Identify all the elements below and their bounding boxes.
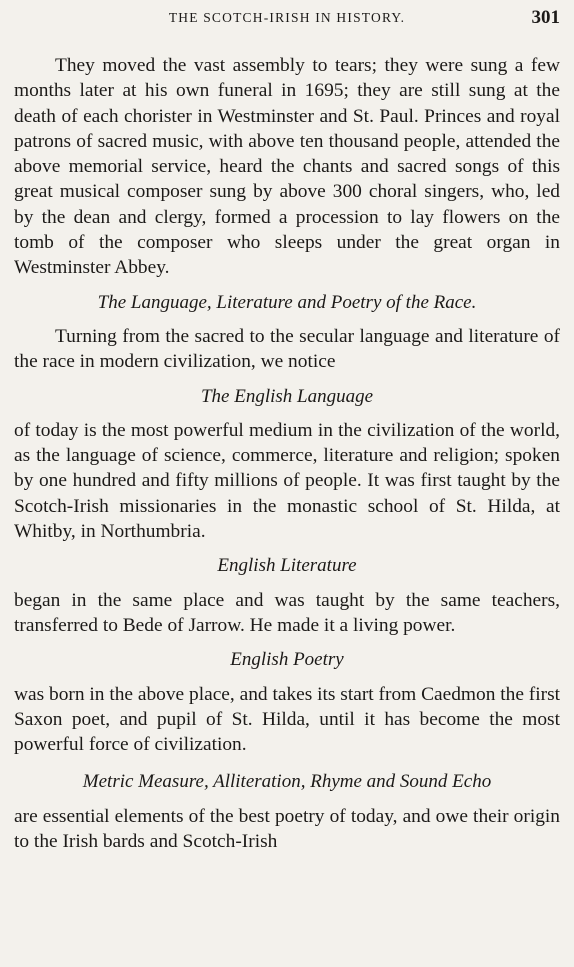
page-number: 301 — [531, 7, 560, 28]
subheading-english-language: The English Language — [200, 385, 374, 407]
running-head: THE SCOTCH-IRISH IN HISTORY. — [168, 10, 406, 25]
paragraph-turning-to-secular: Turning from the sacred to the secular language and literature of the race in modern civilization, we notice — [14, 325, 560, 373]
subheading-metric-measure: Metric Measure, Alliteration, Rhyme and Sound Echo — [82, 771, 492, 793]
page-body — [14, 53, 560, 854]
paragraph-english-poetry: was born in the above place, and takes its start from Caedmon the first Saxon poet, and pupil of St. Hilda, until it has become the most powerful force of civilization. — [14, 683, 561, 756]
paragraph-english-literature: began in the same place and was taught by the same teachers, transferred to Bede of Jarrow. He made it a living power. — [14, 589, 560, 636]
paragraph-english-language: of today is the most powerful medium in the civilization of the world, as the language of science, commerce, literature and religion; spoken by one hundred and fifty millions of people. It was first taught by the Scotch-Irish missionaries in the monastic school of St. Hilda, at Whitby, in Northumbria. — [14, 419, 560, 543]
subheading-english-poetry: English Poetry — [230, 649, 344, 671]
paragraph-funeral-chants: They moved the vast assembly to tears; they were sung a few months later at his own funeral in 1695; they are still sung at the death of each chorister in Westminster and St. Paul. Princes and royal patrons of sacred music, with above ten thousand people, attended the above memorial service, heard the chants and sacred songs of this great musical composer sung by above 300 choral singers, who, led by the dean and clergy, formed a procession to lay flowers on the tomb of the composer who sleeps under the great organ in Westminster Abbey. — [14, 55, 560, 279]
section-heading-language-literature-poetry: The Language, Literature and Poetry of the Race. — [97, 291, 477, 313]
subheading-english-literature: English Literature — [217, 555, 357, 577]
paragraph-metric-measure: are essential elements of the best poetry of today, and owe their origin to the Irish bards and Scotch-Irish — [14, 805, 560, 853]
page-header — [14, 7, 560, 29]
